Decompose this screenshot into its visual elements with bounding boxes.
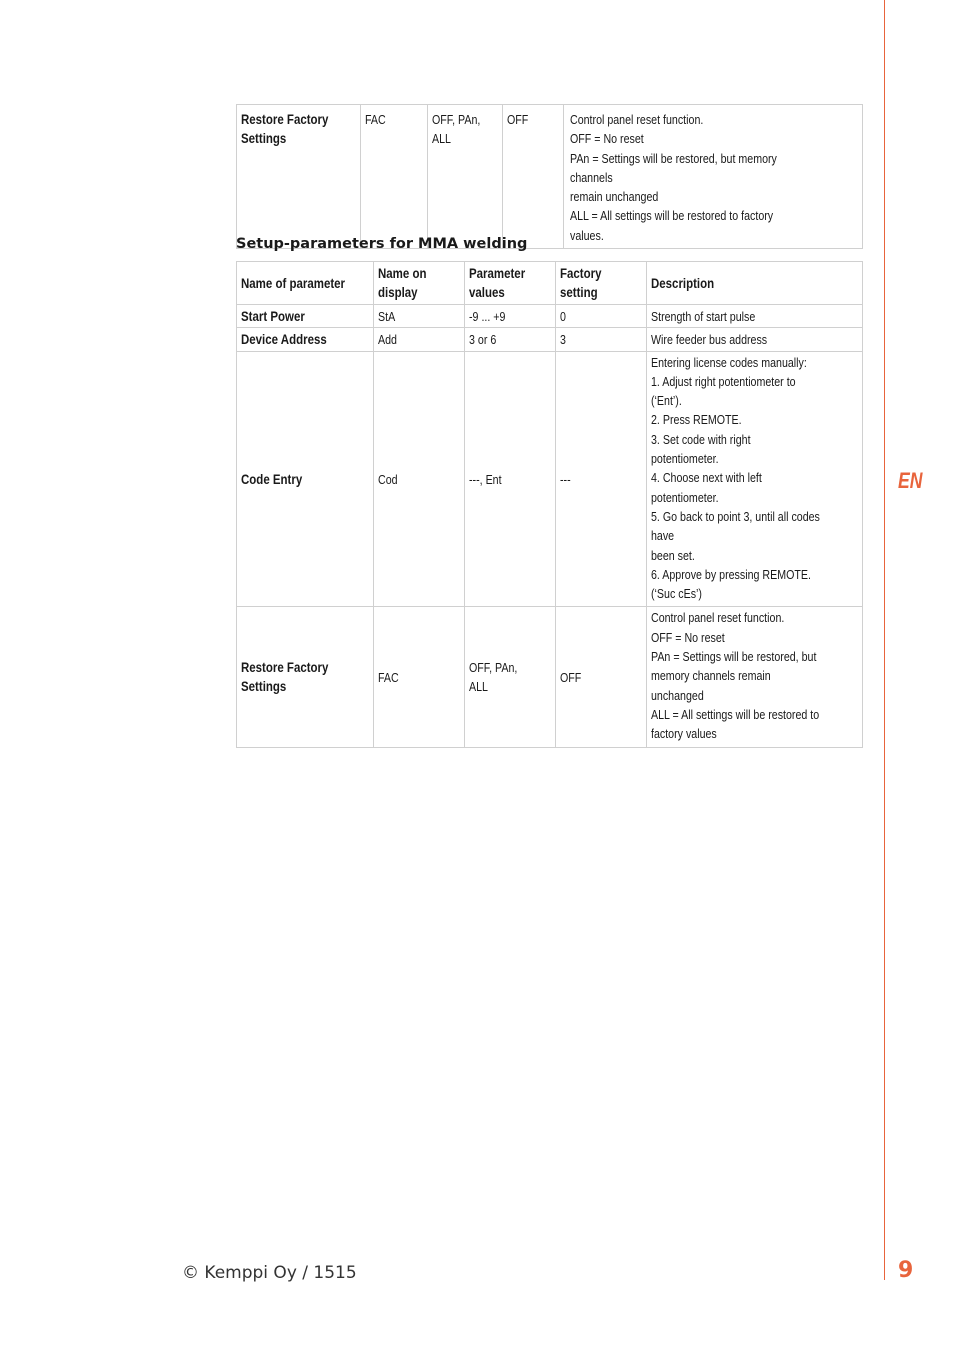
factory-value: OFF (507, 112, 529, 127)
copyright-footer: © Kemppi Oy / 1515 (182, 1263, 357, 1283)
col-header-name: Name of parameter (237, 262, 374, 305)
table-row (237, 328, 863, 351)
param-name-cell: Code Entry (237, 351, 374, 607)
col-header-description: Description (647, 262, 863, 305)
param-name-cell (237, 105, 361, 249)
description-cell: Control panel reset function. OFF = No reset PAn = Settings will be restored, but memory channels remain unchanged ALL = All settings will be restored to factory values (647, 607, 863, 747)
col-header-display: Name on display (374, 262, 465, 305)
description-cell: Entering license codes manually: 1. Adjust right potentiometer to (‘Ent’). 2. Press REMOTE. 3. Set code with right potentiometer. 4. Choose next with left potentiometer. 5. Go back to point 3, until all codes have been set. 6. Approve by pressing REMOTE. (‘Suc cEs’) (647, 351, 863, 607)
values-cell: -9 ... +9 (465, 305, 556, 328)
language-tab: EN (898, 468, 923, 493)
description-cell: Wire feeder bus address (647, 328, 863, 351)
description-text: Control panel reset function. OFF = No reset PAn = Settings will be restored, but memory channels remain unchanged ALL = All settings will be restored to factory values. (570, 112, 777, 243)
mma-setup-table (236, 261, 863, 748)
factory-cell (503, 105, 564, 249)
col-header-factory: Factory setting (556, 262, 647, 305)
page-number: 9 (898, 1258, 914, 1283)
sidebar-divider (884, 0, 885, 1280)
description-cell (564, 105, 863, 249)
factory-cell: 0 (556, 305, 647, 328)
param-name-cell: Start Power (237, 305, 374, 328)
values-cell: 3 or 6 (465, 328, 556, 351)
display-cell: StA (374, 305, 465, 328)
display-cell (361, 105, 428, 249)
factory-cell: --- (556, 351, 647, 607)
values-cell: ---, Ent (465, 351, 556, 607)
values-cell: OFF, PAn, ALL (465, 607, 556, 747)
restore-settings-table (236, 104, 863, 249)
param-values: OFF, PAn, ALL (432, 112, 481, 147)
display-value: FAC (365, 112, 386, 127)
param-name: Restore Factory Settings (241, 111, 329, 147)
table-row (237, 105, 863, 249)
table-row (237, 305, 863, 328)
display-cell: Add (374, 328, 465, 351)
description-cell: Strength of start pulse (647, 305, 863, 328)
factory-cell: OFF (556, 607, 647, 747)
table-row (237, 351, 863, 607)
factory-cell: 3 (556, 328, 647, 351)
col-header-values: Parameter values (465, 262, 556, 305)
table-header-row (237, 262, 863, 305)
display-cell: FAC (374, 607, 465, 747)
display-cell: Cod (374, 351, 465, 607)
param-name-cell: Restore Factory Settings (237, 607, 374, 747)
values-cell (428, 105, 503, 249)
param-name-cell: Device Address (237, 328, 374, 351)
section-heading: Setup-parameters for MMA welding (236, 236, 528, 252)
table-row (237, 607, 863, 747)
